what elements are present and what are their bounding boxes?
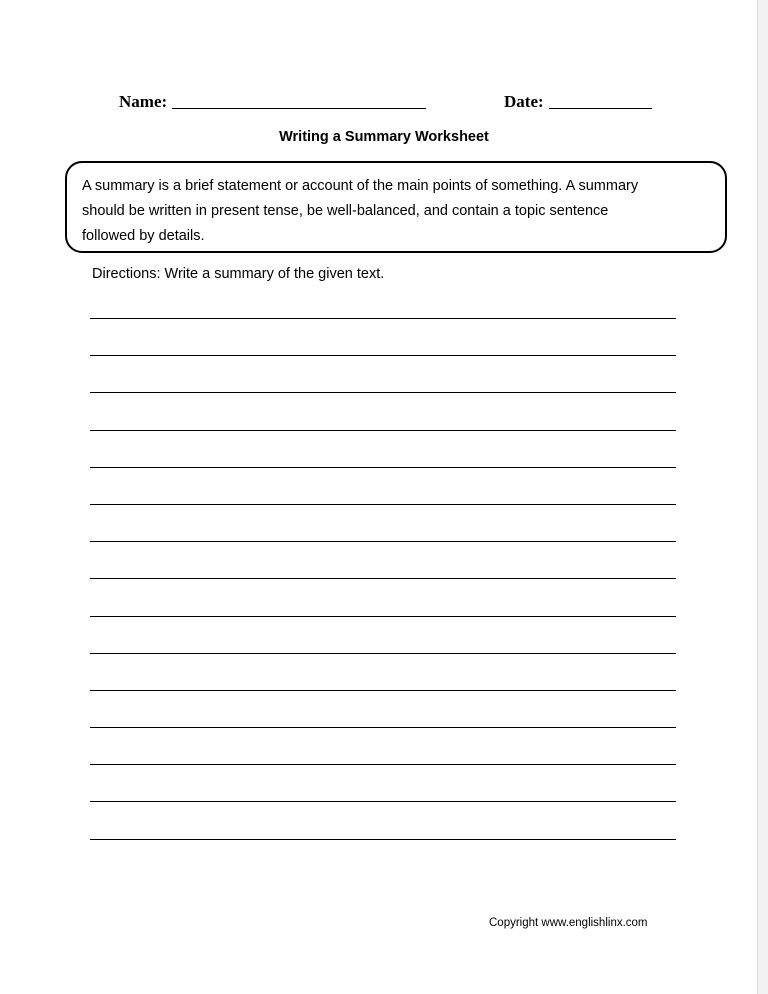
page-edge bbox=[757, 0, 768, 994]
answer-line[interactable] bbox=[90, 690, 676, 727]
definition-line: followed by details. bbox=[82, 228, 205, 244]
definition-line: A summary is a brief statement or account of the main points of something. A summary bbox=[82, 178, 639, 194]
answer-line[interactable] bbox=[90, 801, 676, 838]
answer-line[interactable] bbox=[90, 839, 676, 876]
name-field[interactable] bbox=[172, 108, 426, 109]
date-label: Date: bbox=[504, 92, 544, 111]
answer-line[interactable] bbox=[90, 764, 676, 801]
answer-line[interactable] bbox=[90, 355, 676, 392]
answer-lines bbox=[90, 318, 676, 876]
date-field[interactable] bbox=[549, 108, 652, 109]
copyright-text: Copyright www.englishlinx.com bbox=[489, 917, 648, 929]
definition-line: should be written in present tense, be well-balanced, and contain a topic sentence bbox=[82, 203, 609, 219]
answer-line[interactable] bbox=[90, 430, 676, 467]
directions-text: Directions: Write a summary of the given text. bbox=[92, 266, 385, 282]
header-row bbox=[0, 92, 768, 116]
definition-box bbox=[65, 161, 727, 253]
answer-line[interactable] bbox=[90, 541, 676, 578]
answer-line[interactable] bbox=[90, 616, 676, 653]
answer-line[interactable] bbox=[90, 392, 676, 429]
answer-line[interactable] bbox=[90, 727, 676, 764]
answer-line[interactable] bbox=[90, 318, 676, 355]
answer-line[interactable] bbox=[90, 504, 676, 541]
worksheet-title: Writing a Summary Worksheet bbox=[279, 129, 489, 145]
answer-line[interactable] bbox=[90, 578, 676, 615]
answer-line[interactable] bbox=[90, 653, 676, 690]
name-label: Name: bbox=[119, 92, 168, 111]
answer-line[interactable] bbox=[90, 467, 676, 504]
